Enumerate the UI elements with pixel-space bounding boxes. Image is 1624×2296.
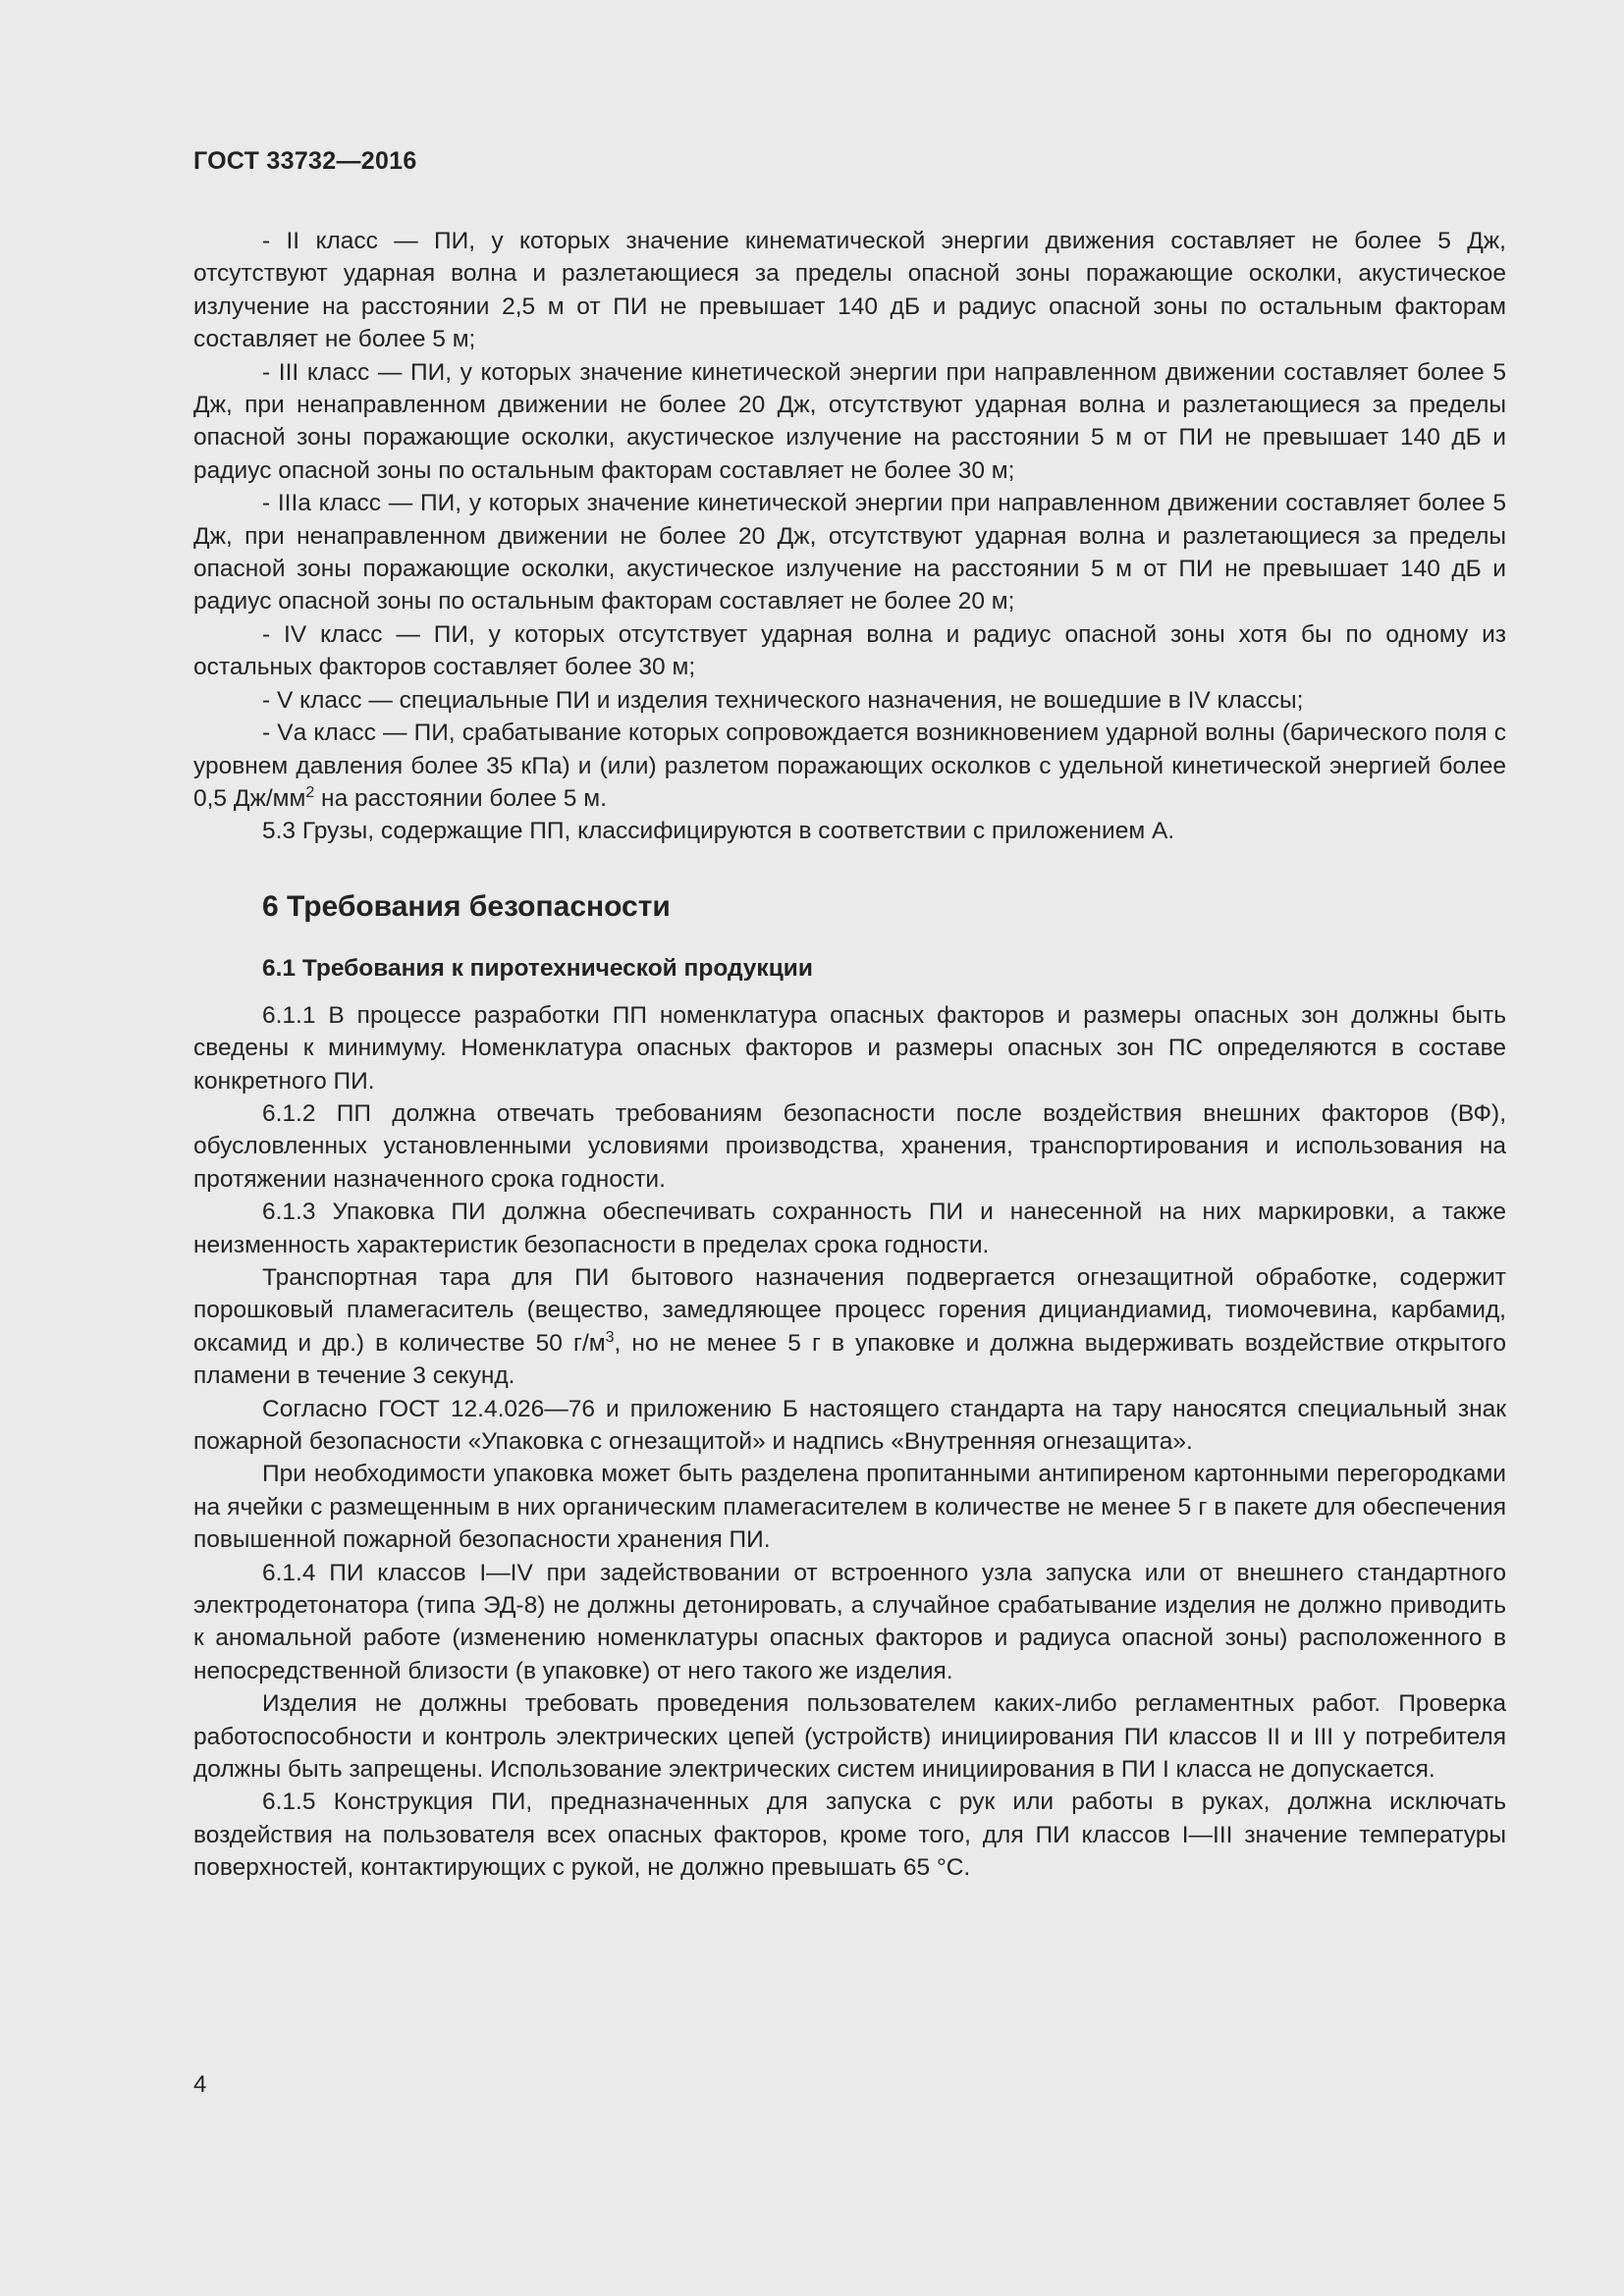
paragraph-fire-sign: Согласно ГОСТ 12.4.026—76 и приложению Б настоящего стандарта на тару наносятся специальный знак пожарной безопасности «Упаковка с огнезащитой» и надпись «Внутренняя огнезащита». — [193, 1395, 1506, 1455]
list-item-class-5: - V класс — специальные ПИ и изделия технического назначения, не вошедшие в IV классы; — [262, 686, 1304, 714]
paragraph-maintenance: Изделия не должны требовать проведения пользователем каких-либо регламентных работ. Проверка работоспособности и контроль электрических цепей (устройств) инициирования ПИ классов II и III у потребителя должны быть запрещены. Использование электрических систем инициирования в ПИ I класса не допускается. — [193, 1690, 1506, 1784]
clause-5-3: 5.3 Грузы, содержащие ПП, классифицируются в соответствии с приложением А. — [262, 818, 1175, 845]
document-header: ГОСТ 33732—2016 — [193, 147, 417, 175]
clause-6-1-1: 6.1.1 В процессе разработки ПП номенклатура опасных факторов и размеры опасных зон должны быть сведены к минимуму. Номенклатура опасных факторов и размеры опасных зон ПС определяются в составе конкретного ПИ. — [193, 1001, 1506, 1095]
paragraph-transport-packaging-tail: , но не менее 5 г в упаковке и должна выдерживать воздействие открытого пламени в течение 3 секунд. — [193, 1329, 1506, 1390]
list-item-class-2: - II класс — ПИ, у которых значение кинематической энергии движения составляет не более 5 Дж, отсутствуют ударная волна и разлетающиеся за пределы опасной зоны поражающие осколки, акустическое излучение на расстоянии 2,5 м от ПИ не превышает 140 дБ и радиус опасной зоны по остальным факторам составляет не более 5 м; — [193, 228, 1506, 353]
paragraph-transport-packaging-text: Транспортная тара для ПИ бытового назначения подвергается огнезащитной обработке, содержит порошковый пламегаситель (вещество, замедляющее процесс горения дициандиамид, тиомочевина, карбамид, оксамид и др.) в количестве 50 г/м — [193, 1263, 1506, 1357]
section-title: 6 Требования безопасности — [262, 889, 671, 923]
list-item-class-5a — [193, 717, 1506, 815]
clause-6-1-5: 6.1.5 Конструкция ПИ, предназначенных для запуска с рук или работы в руках, должна исключать воздействия на пользователя всех опасных факторов, кроме того, для ПИ классов I—III значение температуры поверхностей, контактирующих с рукой, не должно превышать 65 °С. — [193, 1789, 1506, 1882]
superscript: 3 — [605, 1328, 615, 1346]
clause-6-1-2: 6.1.2 ПП должна отвечать требованиям безопасности после воздействия внешних факторов (ВФ), обусловленных установленными условиями производства, хранения, транспортирования и использования на протяжении назначенного срока годности. — [193, 1099, 1506, 1193]
list-item-class-3: - III класс — ПИ, у которых значение кинетической энергии при направленном движении составляет более 5 Дж, при ненаправленном движении не более 20 Дж, отсутствуют ударная волна и разлетающиеся за пределы опасной зоны поражающие осколки, акустическое излучение на расстоянии 5 м от ПИ не превышает 140 дБ и радиус опасной зоны по остальным факторам составляет не более 30 м; — [193, 358, 1506, 484]
paragraph-transport-packaging — [193, 1261, 1506, 1393]
list-item-class-4: - IV класс — ПИ, у которых отсутствует ударная волна и радиус опасной зоны хотя бы по одному из остальных факторов составляет более 30 м; — [193, 620, 1506, 681]
list-item-class-5a-text: - Vа класс — ПИ, срабатывание которых сопровождается возникновением ударной волны (барического поля с уровнем давления более 35 кПа) и (или) разлетом поражающих осколков с удельной кинетической энергией более 0,5 Дж/мм — [193, 720, 1506, 812]
superscript: 2 — [305, 783, 315, 801]
subsection-title: 6.1 Требования к пиротехнической продукции — [262, 954, 813, 982]
page-number: 4 — [193, 2071, 207, 2098]
clause-6-1-4: 6.1.4 ПИ классов I—IV при задействовании от встроенного узла запуска или от внешнего стандартного электродетонатора (типа ЭД-8) не должны детонировать, а случайное срабатывание изделия не должно приводить к аномальной работе (изменению номенклатуры опасных факторов и радиуса опасной зоны) расположенного в непосредственной близости (в упаковке) от него такого же изделия. — [193, 1559, 1506, 1684]
list-item-class-3a: - IIIа класс — ПИ, у которых значение кинетической энергии при направленном движении составляет более 5 Дж, при ненаправленном движении не более 20 Дж, отсутствуют ударная волна и разлетающиеся за пределы опасной зоны поражающие осколки, акустическое излучение на расстоянии 5 м от ПИ не превышает 140 дБ и радиус опасной зоны по остальным факторам составляет не более 20 м; — [193, 490, 1506, 615]
document-body — [193, 225, 1506, 1885]
clause-6-1-3: 6.1.3 Упаковка ПИ должна обеспечивать сохранность ПИ и нанесенной на них маркировки, а также неизменность характеристик безопасности в пределах срока годности. — [193, 1199, 1506, 1258]
list-item-class-5a-tail: на расстоянии более 5 м. — [314, 784, 607, 812]
paragraph-partitions: При необходимости упаковка может быть разделена пропитанными антипиреном картонными перегородками на ячейки с размещенным в них органическим пламегасителем в количестве не менее 5 г в пакете для обеспечения повышенной пожарной безопасности хранения ПИ. — [193, 1461, 1506, 1554]
